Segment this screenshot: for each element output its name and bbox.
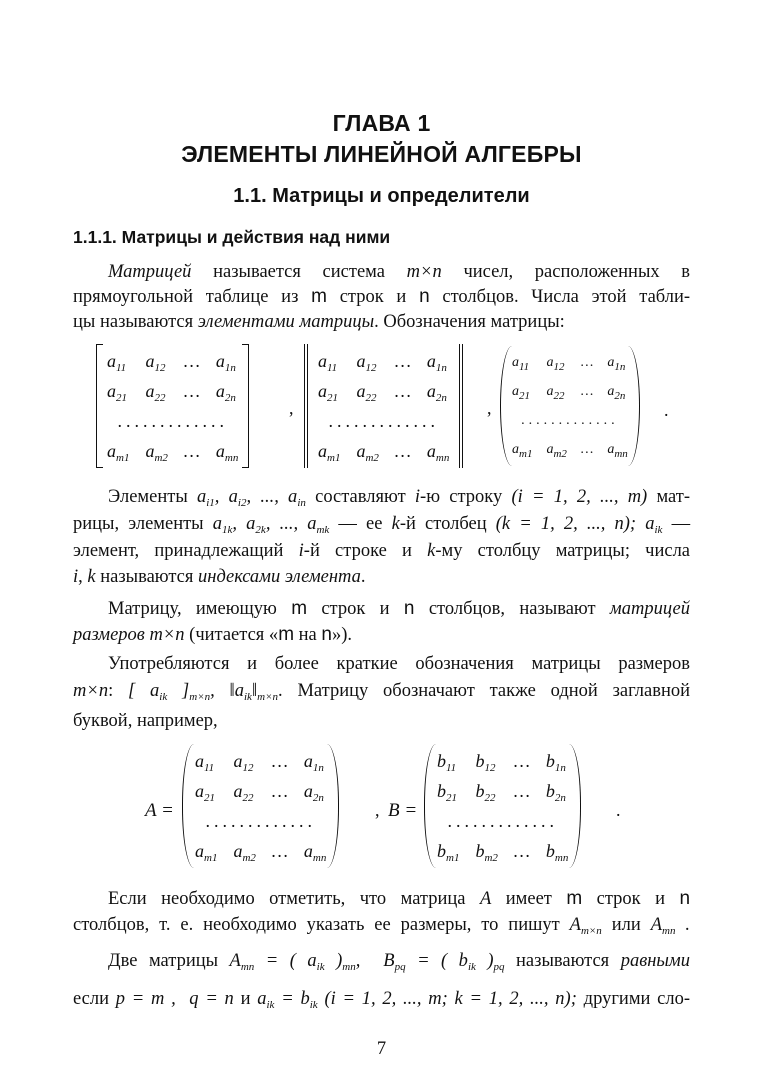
text: Если необходимо отметить, что матрица [108,889,466,909]
index: 1n [312,761,324,774]
text: строк и [321,599,390,619]
math: n [403,598,415,619]
math-range: (k = 1, 2, ..., n); [495,514,637,534]
index: 2n [435,391,447,404]
para3-line1 [108,598,690,620]
text: : [108,681,114,701]
para6-line2: если p = m , q = n и $a_{ik} = b_{ik}$ (i = 1, 2, ..., m; k = 1, 2, ..., n); другими сло- [73,989,691,1011]
index: 2n [614,389,626,402]
para5-line1 [108,888,690,910]
cell: a [356,350,366,371]
text: — [671,514,691,534]
ellipsis: … [183,350,200,371]
index: m1 [204,851,218,864]
index: mn [224,451,239,464]
math: m×n [73,681,109,701]
ellipsis: … [271,750,288,771]
math: m [291,598,308,619]
para3-line2 [73,624,690,646]
index: 11 [327,361,338,374]
index: mn [614,447,628,460]
index: 1n [554,761,566,774]
index: 12 [553,360,565,373]
index: 22 [365,391,377,404]
text: составляют [315,487,406,507]
index: m1 [116,451,130,464]
index: 21 [446,791,457,804]
para2-line3: элемент, принадлежащий i-й строке и k-му столбцу матрицы; числа [73,541,691,561]
label-A: A = [145,800,174,821]
cell: a [318,440,327,461]
para2-line2: рицы, элементы $a_{1k}$, $a_{2k}$, ..., $a_{mk}$ — ее k-й столбец (k = 1, 2, ..., n); $a_{ik}$ — [73,514,691,536]
index: m2 [484,851,498,864]
cell: a [546,441,554,457]
cell: a [107,350,116,371]
cell: a [107,440,116,461]
cell: a [107,380,116,401]
matrix-parentheses [500,346,640,466]
matrix-B [424,744,581,868]
text: столбцов, называют [428,599,596,619]
ellipsis: … [513,840,530,861]
cell: a [303,750,313,771]
index: 12 [154,361,166,374]
cell: a [356,440,366,461]
index: 22 [154,391,166,404]
index: 21 [519,389,530,402]
cell: a [195,750,204,771]
index: m2 [154,451,168,464]
index: 11 [519,360,530,373]
cell: a [607,354,615,370]
cell: a [303,840,313,861]
index: m1 [519,447,533,460]
index: m2 [365,451,379,464]
section-title: Матрицы и определители [272,185,530,207]
dots-row: ............. [205,810,316,831]
text: или [611,915,641,935]
index: m2 [242,851,256,864]
cell: b [545,780,555,801]
cell: a [233,750,243,771]
dots-row: ............. [521,412,619,428]
matrix-norm-brackets [304,344,463,468]
cell: a [215,440,225,461]
ellipsis: … [183,440,200,461]
index: m1 [327,451,341,464]
ellipsis: … [271,780,288,801]
cell: a [145,380,155,401]
math: A [479,889,492,909]
cell: b [475,840,485,861]
cell: a [318,380,327,401]
index: mn [312,851,327,864]
para2-line1: Элементы $a_{i1}$, $a_{i2}$, ..., $a_{in}$ составляют i-ю строку (i = 1, 2, ..., m) мат- [108,487,691,509]
term-equal: равными [620,951,690,971]
index: 2n [224,391,236,404]
para1-line3 [73,311,690,333]
index: mn [435,451,450,464]
index: m2 [553,447,567,460]
period: . [616,800,621,820]
text: . Матрицу обозначают также одной заглавной [278,681,691,701]
index: 2n [312,791,324,804]
ellipsis: … [394,380,411,401]
cell: a [233,780,243,801]
dots-row: ............. [447,810,558,831]
math: m×n [149,625,185,645]
term-matrix-of-size: матрицей [609,599,691,619]
text: строк и [339,287,407,307]
text: на [298,625,317,645]
text: . [360,567,366,587]
math-range: (i = 1, 2, ..., m) [511,487,648,507]
index: mn [554,851,569,864]
text: называются [516,951,610,971]
math: m [566,888,583,909]
ellipsis: … [394,350,411,371]
term-indices: индексами элемента [198,567,361,587]
text: (читается « [189,625,279,645]
cell: b [437,840,446,861]
index: 22 [553,389,565,402]
cell: a [512,354,519,370]
para5-line2: столбцов, т. е. необходимо указать ее размеры, то пишут $A_{m\times n}$ или $A_{mn}$ . [73,915,691,937]
text: -й столбец [399,514,487,534]
index: 12 [484,761,496,774]
dots-row: ............. [117,410,228,431]
section-heading [0,185,763,208]
text: , [78,567,83,587]
index: 22 [484,791,496,804]
index: 21 [327,391,338,404]
ellipsis: … [513,780,530,801]
para1-line1 [108,261,690,283]
index: 11 [116,361,127,374]
cell: b [475,750,485,771]
ellipsis: … [580,354,594,370]
index: 1n [614,360,626,373]
index: 2n [554,791,566,804]
cell: a [145,350,155,371]
text: столбцов. Числа этой табли- [442,287,691,307]
cell: a [195,840,204,861]
math: m [311,286,327,307]
cell: a [233,840,243,861]
index: 1n [435,361,447,374]
cell: a [607,383,615,399]
cell: a [512,441,519,457]
math-range: (i = 1, 2, ..., m; k = 1, 2, ..., n); [324,989,577,1009]
text: чисел, расположенных в [463,262,691,282]
text: строк и [596,889,666,909]
label-B: B = [388,800,418,821]
chapter-title: ЭЛЕМЕНТЫ ЛИНЕЙНОЙ АЛГЕБРЫ [181,141,582,167]
index: 22 [242,791,254,804]
cell: a [607,441,615,457]
text: называется система [213,262,385,282]
index: 11 [204,761,215,774]
math: m [278,624,295,645]
text: рицы, элементы [73,514,204,534]
term-matrix: Матрицей [108,262,192,282]
cell: a [195,780,204,801]
cell: b [545,840,555,861]
ellipsis: … [271,840,288,861]
text: имеет [505,889,552,909]
text: -й строке и [303,541,412,561]
para4-line1: Употребляются и более краткие обозначения матрицы размеров [108,654,690,674]
dots-row: ............. [328,410,439,431]
text: . Обозначения матрицы: [374,312,565,332]
term-elements: элементами матрицы [197,312,375,332]
cell: b [475,780,485,801]
ellipsis: … [513,750,530,771]
ellipsis: … [580,441,594,457]
ellipsis: … [394,440,411,461]
cell: a [426,440,436,461]
para6-line1: Две матрицы $A_{mn}$ = ( $a_{ik}$ )$_{mn}$, $B_{pq}$ = ( $b_{ik}$ )$_{pq}$ называются равными [108,951,690,973]
cell: a [426,350,436,371]
para1-line2 [73,286,690,308]
cell: a [145,440,155,461]
text: »). [331,625,353,645]
math: n [419,286,430,307]
text: если [73,989,110,1009]
text: элемент, принадлежащий [73,541,284,561]
text: Элементы [108,487,188,507]
text: -му столбцу матрицы; числа [435,541,691,561]
comma: , [375,800,380,820]
cell: a [356,380,366,401]
index: 21 [204,791,215,804]
cell: a [512,383,519,399]
index: 12 [365,361,377,374]
para2-line4: i, k называются индексами элемента. [73,567,366,587]
text: Матрицу, имеющую [108,599,277,619]
index: 21 [116,391,127,404]
index: 1n [224,361,236,374]
ellipsis: … [580,383,594,399]
cell: b [545,750,555,771]
text: другими сло- [583,989,691,1009]
cell: a [546,383,554,399]
cell: a [303,780,313,801]
ellipsis: … [183,380,200,401]
cell: a [215,380,225,401]
section-number: 1.1. [233,185,267,207]
matrix-A [182,744,339,868]
page-number: 7 [376,1039,387,1059]
text: — ее [338,514,383,534]
cell: a [215,350,225,371]
text: прямоугольной таблице из [73,287,299,307]
text: называются [100,567,194,587]
term-size: размеров [73,625,145,645]
para4-line3: буквой, например, [73,711,218,731]
text: мат- [656,487,691,507]
text: -ю строку [420,487,503,507]
text: столбцов, т. е. необходимо указать ее размеры, то пишут [73,915,560,935]
index: m1 [446,851,460,864]
cell: b [437,750,446,771]
cell: b [437,780,446,801]
index: 12 [242,761,254,774]
period: . [664,400,669,420]
comma: , [487,398,492,418]
text: цы называются [73,312,194,332]
cell: a [318,350,327,371]
math: m×n [406,262,442,282]
chapter-number: ГЛАВА 1 [332,110,431,136]
comma: , [289,398,294,418]
index: 11 [446,761,457,774]
text: и [240,989,251,1009]
text: Две матрицы [108,951,219,971]
cell: a [426,380,436,401]
subsection-title: 1.1.1. Матрицы и действия над ними [73,227,391,247]
math: n [679,888,691,909]
math: n [321,624,332,645]
cell: a [546,354,554,370]
matrix-square-brackets [96,344,249,468]
para4-line2: m×n: [ $a_{ik}$ ]$_{m\times n}$, $‖a_{ik}‖_{m\times n}$. Матрицу обозначают также одной заглавной [73,681,691,703]
